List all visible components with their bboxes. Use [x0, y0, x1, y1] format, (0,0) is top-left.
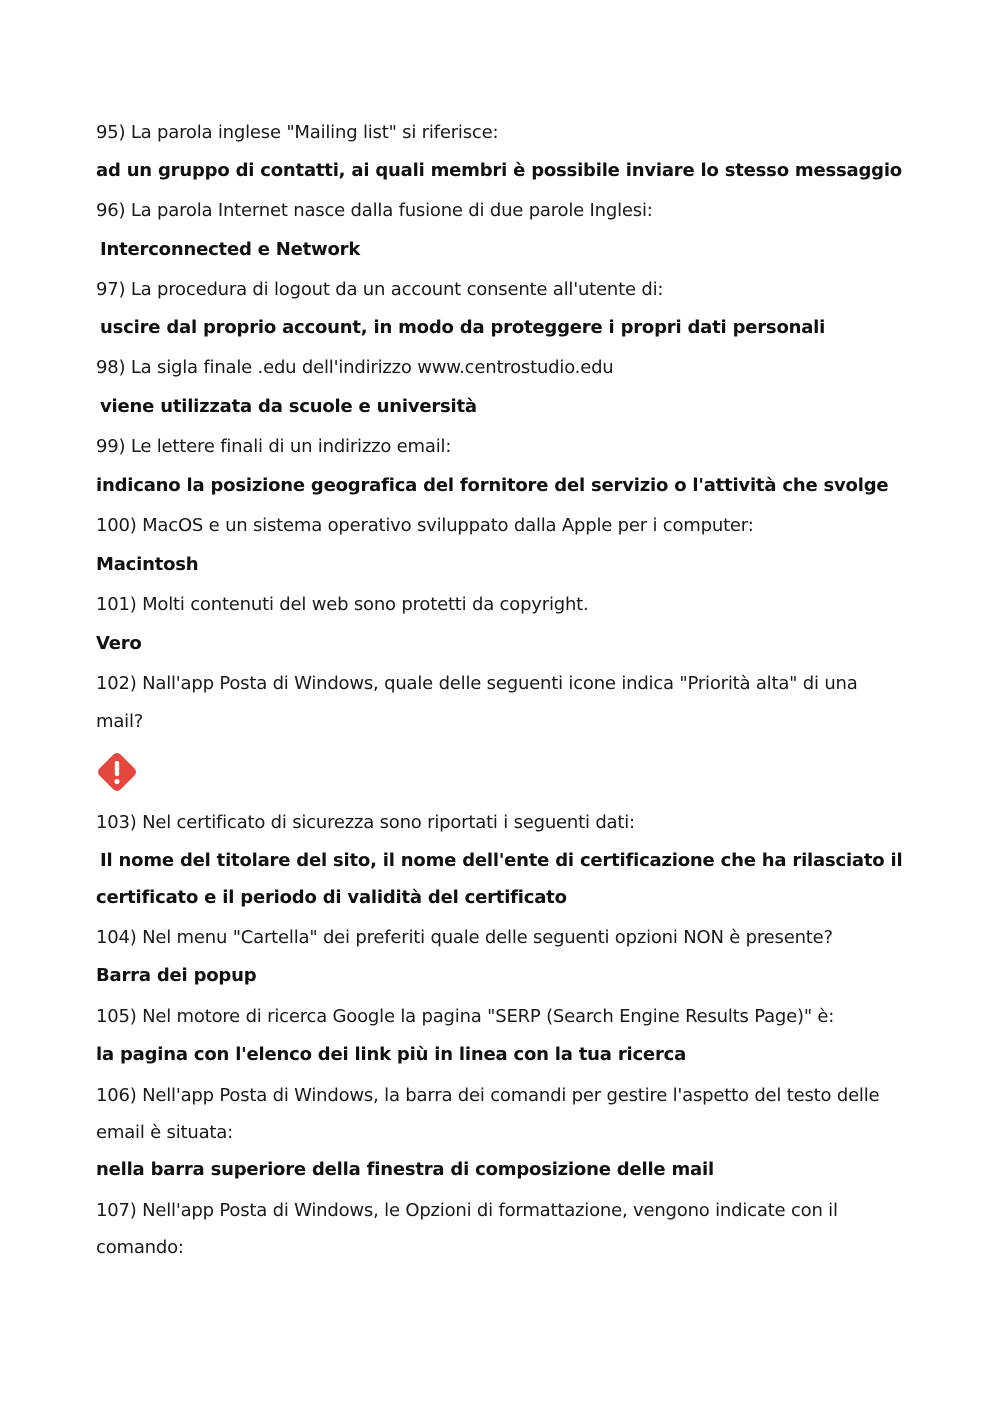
question-104: 104) Nel menu "Cartella" dei preferiti quale delle seguenti opzioni NON è presente?	[96, 927, 833, 948]
answer-106: nella barra superiore della finestra di composizione delle mail	[96, 1159, 714, 1180]
question-107-line2: comando:	[96, 1237, 184, 1258]
answer-101: Vero	[96, 633, 142, 654]
answer-97: uscire dal proprio account, in modo da proteggere i propri dati personali	[100, 317, 826, 338]
answer-95: ad un gruppo di contatti, ai quali membri è possibile inviare lo stesso messaggio	[96, 160, 902, 181]
answer-105: la pagina con l'elenco dei link più in linea con la tua ricerca	[96, 1044, 687, 1065]
question-96: 96) La parola Internet nasce dalla fusione di due parole Inglesi:	[96, 200, 653, 221]
answer-99: indicano la posizione geografica del fornitore del servizio o l'attività che svolge	[96, 475, 889, 496]
question-98: 98) La sigla finale .edu dell'indirizzo www.centrostudio.edu	[96, 357, 614, 378]
question-99: 99) Le lettere finali di un indirizzo email:	[96, 436, 452, 457]
answer-100: Macintosh	[96, 554, 199, 575]
question-102-line1: 102) Nall'app Posta di Windows, quale delle seguenti icone indica "Priorità alta" di una	[96, 673, 858, 694]
question-101: 101) Molti contenuti del web sono protetti da copyright.	[96, 594, 589, 615]
answer-103-line2: certificato e il periodo di validità del certificato	[96, 887, 567, 908]
question-103: 103) Nel certificato di sicurezza sono riportati i seguenti dati:	[96, 812, 635, 833]
answer-103-line1: Il nome del titolare del sito, il nome dell'ente di certificazione che ha rilasciato il	[100, 850, 903, 871]
question-102-line2: mail?	[96, 711, 144, 732]
question-95: 95) La parola inglese "Mailing list" si riferisce:	[96, 122, 499, 143]
question-105: 105) Nel motore di ricerca Google la pagina "SERP (Search Engine Results Page)" è:	[96, 1006, 835, 1027]
question-97: 97) La procedura di logout da un account consente all'utente di:	[96, 279, 664, 300]
answer-98: viene utilizzata da scuole e università	[100, 396, 477, 417]
question-106-line1: 106) Nell'app Posta di Windows, la barra dei comandi per gestire l'aspetto del testo delle	[96, 1085, 880, 1106]
high-priority-icon	[96, 751, 138, 793]
question-106-line2: email è situata:	[96, 1122, 233, 1143]
answer-96: Interconnected e Network	[100, 239, 361, 260]
answer-104: Barra dei popup	[96, 965, 257, 986]
question-100: 100) MacOS e un sistema operativo sviluppato dalla Apple per i computer:	[96, 515, 754, 536]
question-107-line1: 107) Nell'app Posta di Windows, le Opzioni di formattazione, vengono indicate con il	[96, 1200, 838, 1221]
